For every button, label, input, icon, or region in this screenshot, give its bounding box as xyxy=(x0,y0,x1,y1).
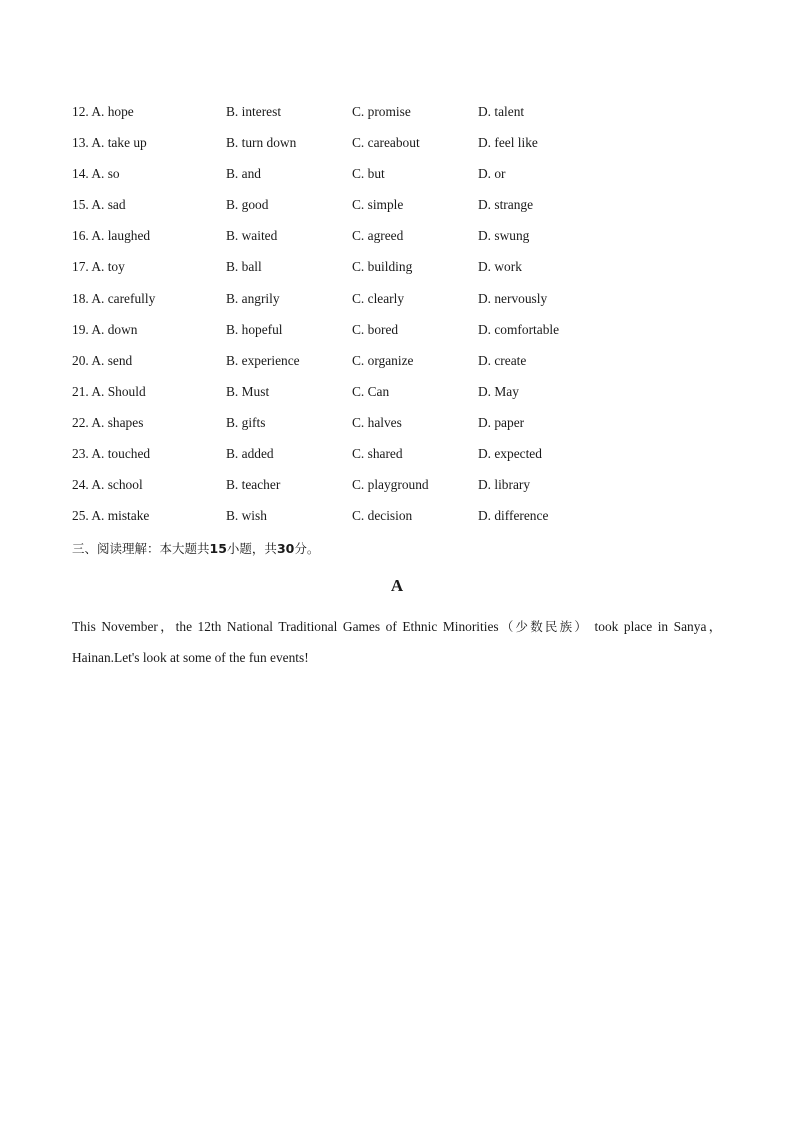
option-c: C. promise xyxy=(352,104,411,119)
option-d: D. or xyxy=(478,166,506,182)
section-middle: 小题，共 xyxy=(226,541,277,556)
option-row xyxy=(72,320,732,351)
option-c: C. organize xyxy=(352,352,414,368)
option-d: D. expected xyxy=(478,446,542,462)
option-a: 21. A. Should xyxy=(72,383,146,399)
section-heading xyxy=(72,539,319,559)
section-prefix: 三、阅读理解：本大题共 xyxy=(72,541,210,556)
option-a: 20. A. send xyxy=(72,352,133,368)
section-count: 15 xyxy=(209,541,227,556)
option-c: C. agreed xyxy=(352,228,404,244)
option-c: C. halves xyxy=(352,414,402,430)
option-a: 13. A. take up xyxy=(72,135,147,151)
passage-title: A xyxy=(390,576,404,595)
option-d: D. talent xyxy=(478,104,525,119)
option-c: C. clearly xyxy=(352,290,405,306)
option-c: C. bored xyxy=(352,321,399,337)
option-b: B. Must xyxy=(226,383,270,399)
option-row xyxy=(72,444,732,475)
option-b: B. hopeful xyxy=(226,321,283,337)
option-c: C. but xyxy=(352,166,385,182)
option-b: B. interest xyxy=(226,104,282,119)
option-b: B. waited xyxy=(226,228,278,244)
option-row xyxy=(72,164,732,195)
option-c: C. decision xyxy=(352,508,413,524)
option-c: C. playground xyxy=(352,477,429,493)
section-suffix: 分。 xyxy=(294,541,320,556)
option-a: 15. A. sad xyxy=(72,197,126,213)
option-a: 12. A. hope xyxy=(72,104,134,119)
option-a: 14. A. so xyxy=(72,166,120,182)
option-b: B. experience xyxy=(226,352,300,368)
option-b: B. good xyxy=(226,197,269,213)
option-row xyxy=(72,289,732,320)
option-a: 25. A. mistake xyxy=(72,508,150,524)
answer-options-list xyxy=(72,102,732,537)
option-b: B. added xyxy=(226,446,274,462)
option-a: 23. A. touched xyxy=(72,446,151,462)
passage-chinese-gloss: （少数民族） xyxy=(498,619,590,634)
option-row xyxy=(72,226,732,257)
option-b: B. ball xyxy=(226,259,262,275)
option-row xyxy=(72,382,732,413)
option-b: B. teacher xyxy=(226,477,281,493)
option-d: D. feel like xyxy=(478,135,538,151)
passage-paragraph xyxy=(72,611,722,673)
option-a: 17. A. toy xyxy=(72,259,125,275)
option-d: D. difference xyxy=(478,508,549,524)
option-a: 18. A. carefully xyxy=(72,290,156,306)
option-d: D. May xyxy=(478,383,519,399)
option-b: B. and xyxy=(226,166,261,182)
option-a: 19. A. down xyxy=(72,321,138,337)
option-row xyxy=(72,475,732,506)
option-c: C. shared xyxy=(352,446,403,462)
option-row xyxy=(72,413,732,444)
option-row xyxy=(72,506,732,537)
option-d: D. swung xyxy=(478,228,530,244)
option-c: C. building xyxy=(352,259,413,275)
section-score: 30 xyxy=(276,541,295,556)
option-c: C. careabout xyxy=(352,135,420,151)
option-row xyxy=(72,351,732,382)
option-d: D. strange xyxy=(478,197,534,213)
passage-text-before: This November，the 12th National Traditional Games of Ethnic Minorities xyxy=(72,619,499,634)
option-row xyxy=(72,195,732,226)
option-b: B. gifts xyxy=(226,414,266,430)
option-c: C. simple xyxy=(352,197,404,213)
option-d: D. comfortable xyxy=(478,321,560,337)
option-row xyxy=(72,257,732,288)
option-d: D. create xyxy=(478,352,527,368)
option-b: B. wish xyxy=(226,508,267,524)
option-d: D. library xyxy=(478,477,531,493)
option-a: 22. A. shapes xyxy=(72,414,144,430)
option-d: D. nervously xyxy=(478,290,548,306)
option-a: 24. A. school xyxy=(72,477,143,493)
option-a: 16. A. laughed xyxy=(72,228,151,244)
passage-text-after: took place in Sanya，Hainan.Let's look at some of the fun events! xyxy=(72,619,722,665)
option-row xyxy=(72,102,732,133)
option-b: B. turn down xyxy=(226,135,297,151)
option-row xyxy=(72,133,732,164)
option-b: B. angrily xyxy=(226,290,280,306)
option-d: D. work xyxy=(478,259,522,275)
option-c: C. Can xyxy=(352,383,390,399)
option-d: D. paper xyxy=(478,414,525,430)
